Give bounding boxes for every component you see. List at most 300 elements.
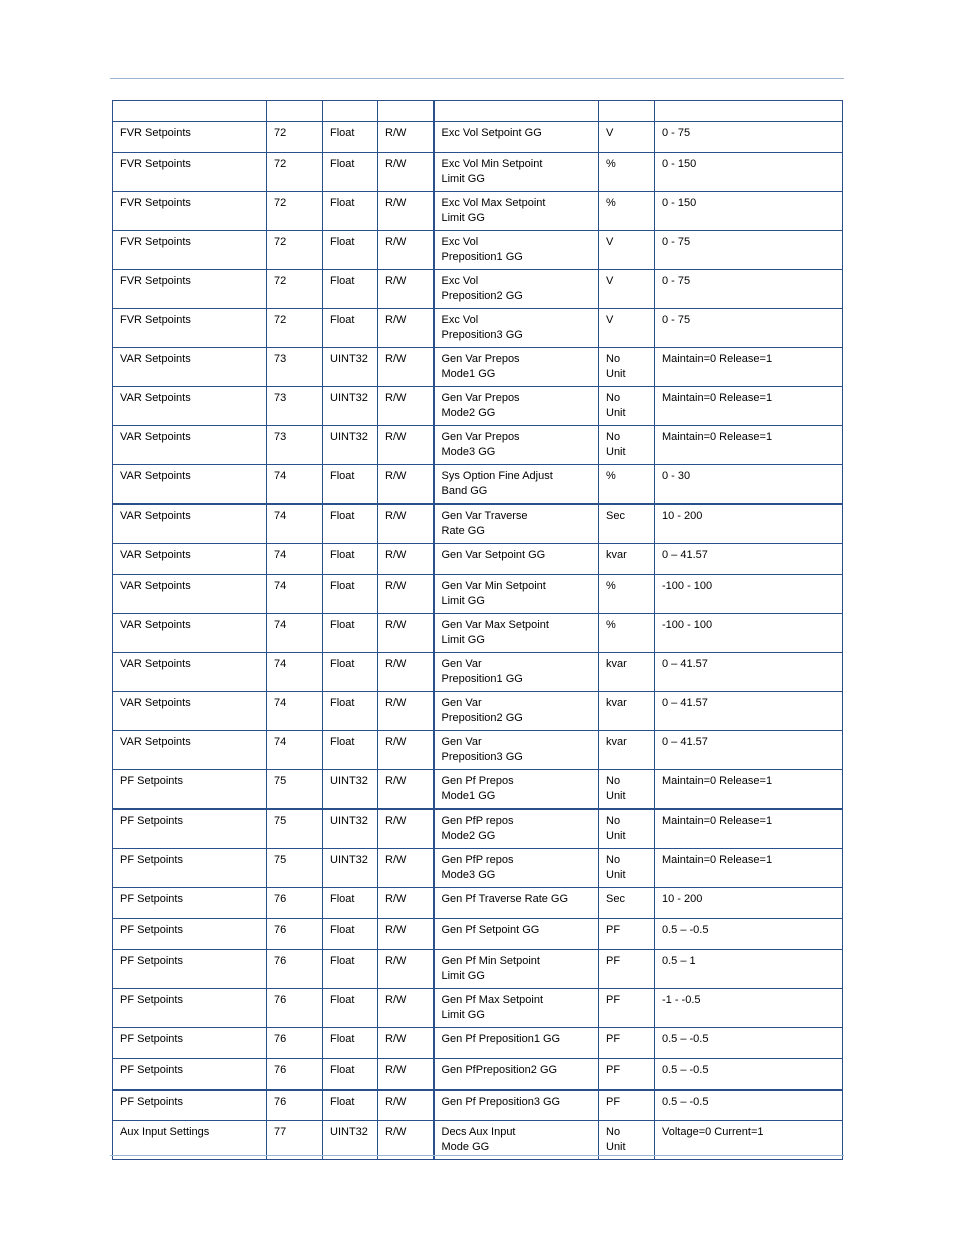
register-text: 76 bbox=[274, 1095, 287, 1108]
table-row bbox=[113, 231, 843, 270]
group-text: PF Setpoints bbox=[120, 775, 183, 787]
header-cell bbox=[267, 101, 323, 122]
group-cell bbox=[113, 888, 267, 919]
register-text: 73 bbox=[274, 392, 287, 404]
parameter-name-text: Gen Var Preposition3 GG bbox=[441, 736, 523, 763]
parameter-name-text: Gen Var Max Setpoint Limit GG bbox=[441, 619, 549, 646]
group-text: VAR Setpoints bbox=[120, 353, 191, 365]
group-cell bbox=[113, 504, 267, 544]
type-text: Float bbox=[330, 580, 355, 592]
parameter-name-cell bbox=[434, 387, 599, 426]
type-text: UINT32 bbox=[330, 854, 368, 866]
register-text: 74 bbox=[274, 658, 287, 670]
unit-cell bbox=[599, 270, 655, 309]
parameter-name-text: Gen Var Prepos Mode3 GG bbox=[441, 431, 520, 458]
range-cell bbox=[655, 153, 843, 192]
type-text: Float bbox=[330, 955, 355, 967]
type-text: Float bbox=[330, 197, 355, 209]
access-text: R/W bbox=[385, 1033, 407, 1045]
unit-cell bbox=[599, 1121, 655, 1160]
type-text: Float bbox=[330, 658, 355, 670]
access-cell bbox=[378, 809, 434, 849]
register-cell bbox=[267, 426, 323, 465]
header-cell bbox=[323, 101, 378, 122]
parameter-name-text: Gen PfP repos Mode3 GG bbox=[441, 854, 514, 881]
range-cell bbox=[655, 989, 843, 1028]
register-text: 73 bbox=[274, 431, 287, 443]
table-row bbox=[113, 387, 843, 426]
access-text: R/W bbox=[385, 510, 407, 522]
parameter-name-text: Gen Var Prepos Mode1 GG bbox=[441, 353, 520, 380]
range-text: 0 - 30 bbox=[662, 470, 691, 482]
unit-cell bbox=[599, 122, 655, 153]
unit-text: No Unit bbox=[606, 1126, 626, 1153]
type-text: Float bbox=[330, 510, 355, 522]
range-text: 0 - 150 bbox=[662, 158, 697, 170]
group-text: VAR Setpoints bbox=[120, 549, 191, 561]
range-text: 0 – 41.57 bbox=[662, 658, 708, 670]
range-text: 0.5 – -0.5 bbox=[662, 1064, 709, 1076]
group-cell bbox=[113, 849, 267, 888]
unit-text: kvar bbox=[606, 736, 627, 748]
type-text: Float bbox=[330, 549, 355, 561]
unit-cell bbox=[599, 348, 655, 387]
table-row bbox=[113, 544, 843, 575]
type-text: Float bbox=[330, 893, 355, 905]
access-text: R/W bbox=[385, 815, 407, 827]
type-cell bbox=[323, 348, 378, 387]
type-text: Float bbox=[330, 736, 355, 748]
parameter-name-cell bbox=[434, 426, 599, 465]
register-cell bbox=[267, 1121, 323, 1160]
group-cell bbox=[113, 426, 267, 465]
range-cell bbox=[655, 614, 843, 653]
group-text: VAR Setpoints bbox=[120, 470, 191, 482]
access-cell bbox=[378, 770, 434, 810]
parameter-name-text: Gen Pf Min Setpoint Limit GG bbox=[441, 955, 540, 982]
range-text: Maintain=0 Release=1 bbox=[662, 815, 773, 827]
unit-cell bbox=[599, 231, 655, 270]
group-text: VAR Setpoints bbox=[120, 431, 191, 443]
table-row bbox=[113, 653, 843, 692]
access-text: R/W bbox=[385, 549, 407, 561]
register-cell bbox=[267, 614, 323, 653]
type-text: UINT32 bbox=[330, 775, 368, 787]
register-cell bbox=[267, 504, 323, 544]
group-cell bbox=[113, 1028, 267, 1059]
access-text: R/W bbox=[385, 736, 407, 748]
range-cell bbox=[655, 426, 843, 465]
register-cell bbox=[267, 1028, 323, 1059]
group-text: FVR Setpoints bbox=[120, 314, 191, 326]
header-cell bbox=[434, 101, 599, 122]
access-text: R/W bbox=[385, 955, 407, 967]
table-row bbox=[113, 731, 843, 770]
type-cell bbox=[323, 544, 378, 575]
access-cell bbox=[378, 989, 434, 1028]
access-text: R/W bbox=[385, 197, 407, 209]
parameter-name-text: Decs Aux Input Mode GG bbox=[441, 1126, 516, 1153]
group-text: PF Setpoints bbox=[120, 1033, 183, 1045]
unit-text: PF bbox=[606, 1033, 621, 1045]
unit-text: PF bbox=[606, 924, 621, 936]
unit-cell bbox=[599, 989, 655, 1028]
type-text: UINT32 bbox=[330, 1126, 368, 1138]
range-text: 0.5 – -0.5 bbox=[662, 1095, 709, 1108]
group-cell bbox=[113, 153, 267, 192]
group-cell bbox=[113, 614, 267, 653]
access-cell bbox=[378, 465, 434, 505]
group-cell bbox=[113, 575, 267, 614]
table-row bbox=[113, 1121, 843, 1160]
range-text: 10 - 200 bbox=[662, 510, 703, 522]
type-cell bbox=[323, 614, 378, 653]
parameter-name-cell bbox=[434, 770, 599, 810]
register-text: 75 bbox=[274, 854, 287, 866]
parameter-name-cell bbox=[434, 192, 599, 231]
unit-cell bbox=[599, 950, 655, 989]
group-text: FVR Setpoints bbox=[120, 158, 191, 170]
table-row bbox=[113, 1059, 843, 1090]
unit-cell bbox=[599, 309, 655, 348]
range-cell bbox=[655, 122, 843, 153]
access-cell bbox=[378, 653, 434, 692]
unit-text: PF bbox=[606, 955, 621, 967]
access-text: R/W bbox=[385, 353, 407, 365]
register-text: 74 bbox=[274, 549, 287, 561]
parameter-name-text: Gen Pf Prepos Mode1 GG bbox=[441, 775, 514, 802]
unit-text: % bbox=[606, 619, 616, 631]
range-text: Maintain=0 Release=1 bbox=[662, 854, 773, 866]
group-text: PF Setpoints bbox=[120, 955, 183, 967]
range-cell bbox=[655, 809, 843, 849]
access-cell bbox=[378, 888, 434, 919]
access-cell bbox=[378, 731, 434, 770]
group-text: Aux Input Settings bbox=[120, 1126, 210, 1138]
range-cell bbox=[655, 888, 843, 919]
table-row bbox=[113, 1090, 843, 1121]
access-cell bbox=[378, 1059, 434, 1090]
type-cell bbox=[323, 770, 378, 810]
group-cell bbox=[113, 348, 267, 387]
access-cell bbox=[378, 153, 434, 192]
parameter-name-cell bbox=[434, 465, 599, 505]
unit-text: % bbox=[606, 197, 616, 209]
type-cell bbox=[323, 1059, 378, 1090]
type-text: Float bbox=[330, 236, 355, 248]
register-text: 72 bbox=[274, 158, 287, 170]
parameter-name-text: Exc Vol Preposition2 GG bbox=[441, 275, 523, 302]
register-text: 76 bbox=[274, 1064, 287, 1076]
register-text: 72 bbox=[274, 275, 287, 287]
unit-cell bbox=[599, 770, 655, 810]
access-text: R/W bbox=[385, 470, 407, 482]
register-cell bbox=[267, 653, 323, 692]
register-text: 73 bbox=[274, 353, 287, 365]
group-cell bbox=[113, 692, 267, 731]
access-cell bbox=[378, 309, 434, 348]
type-cell bbox=[323, 465, 378, 505]
group-cell bbox=[113, 387, 267, 426]
register-cell bbox=[267, 153, 323, 192]
group-cell bbox=[113, 192, 267, 231]
group-cell bbox=[113, 653, 267, 692]
group-text: PF Setpoints bbox=[120, 1064, 183, 1076]
range-text: 0.5 – 1 bbox=[662, 955, 696, 967]
header-cell bbox=[378, 101, 434, 122]
parameter-name-cell bbox=[434, 1090, 599, 1121]
register-cell bbox=[267, 809, 323, 849]
parameter-name-cell bbox=[434, 544, 599, 575]
unit-text: No Unit bbox=[606, 353, 626, 380]
group-text: PF Setpoints bbox=[120, 924, 183, 936]
table-row bbox=[113, 153, 843, 192]
register-cell bbox=[267, 989, 323, 1028]
table-row bbox=[113, 192, 843, 231]
table-row bbox=[113, 504, 843, 544]
unit-text: V bbox=[606, 314, 614, 326]
register-text: 72 bbox=[274, 236, 287, 248]
access-text: R/W bbox=[385, 275, 407, 287]
unit-cell bbox=[599, 614, 655, 653]
range-text: 0 - 150 bbox=[662, 197, 697, 209]
parameter-name-text: Exc Vol Max Setpoint Limit GG bbox=[441, 197, 546, 224]
unit-text: No Unit bbox=[606, 392, 626, 419]
register-text: 76 bbox=[274, 924, 287, 936]
access-cell bbox=[378, 575, 434, 614]
table-row bbox=[113, 770, 843, 810]
access-text: R/W bbox=[385, 775, 407, 787]
header-cell bbox=[599, 101, 655, 122]
parameter-name-cell bbox=[434, 122, 599, 153]
register-cell bbox=[267, 544, 323, 575]
group-cell bbox=[113, 1059, 267, 1090]
register-cell bbox=[267, 309, 323, 348]
range-text: Voltage=0 Current=1 bbox=[662, 1126, 764, 1138]
access-cell bbox=[378, 426, 434, 465]
type-cell bbox=[323, 950, 378, 989]
range-cell bbox=[655, 192, 843, 231]
parameter-name-cell bbox=[434, 1059, 599, 1090]
unit-text: PF bbox=[606, 994, 621, 1006]
type-cell bbox=[323, 1121, 378, 1160]
type-text: Float bbox=[330, 697, 355, 709]
register-cell bbox=[267, 465, 323, 505]
unit-text: PF bbox=[606, 1095, 621, 1108]
table-row bbox=[113, 849, 843, 888]
parameter-name-text: Exc Vol Setpoint GG bbox=[441, 127, 542, 139]
group-text: FVR Setpoints bbox=[120, 275, 191, 287]
parameter-name-cell bbox=[434, 575, 599, 614]
access-text: R/W bbox=[385, 314, 407, 326]
access-text: R/W bbox=[385, 236, 407, 248]
access-text: R/W bbox=[385, 893, 407, 905]
type-cell bbox=[323, 309, 378, 348]
group-text: VAR Setpoints bbox=[120, 580, 191, 592]
access-cell bbox=[378, 849, 434, 888]
range-text: Maintain=0 Release=1 bbox=[662, 431, 773, 443]
parameter-name-cell bbox=[434, 309, 599, 348]
access-text: R/W bbox=[385, 619, 407, 631]
unit-cell bbox=[599, 575, 655, 614]
type-cell bbox=[323, 153, 378, 192]
group-text: VAR Setpoints bbox=[120, 510, 191, 522]
group-text: PF Setpoints bbox=[120, 854, 183, 866]
parameter-name-text: Gen Var Prepos Mode2 GG bbox=[441, 392, 520, 419]
type-text: Float bbox=[330, 127, 355, 139]
range-cell bbox=[655, 1121, 843, 1160]
range-cell bbox=[655, 770, 843, 810]
access-text: R/W bbox=[385, 658, 407, 670]
range-cell bbox=[655, 653, 843, 692]
range-cell bbox=[655, 348, 843, 387]
unit-text: V bbox=[606, 236, 614, 248]
access-text: R/W bbox=[385, 127, 407, 139]
parameter-name-text: Gen Pf Setpoint GG bbox=[441, 924, 540, 936]
table-row bbox=[113, 270, 843, 309]
parameter-name-text: Gen Var Min Setpoint Limit GG bbox=[441, 580, 546, 607]
type-cell bbox=[323, 888, 378, 919]
parameter-name-text: Exc Vol Preposition1 GG bbox=[441, 236, 523, 263]
register-text: 76 bbox=[274, 955, 287, 967]
register-cell bbox=[267, 575, 323, 614]
type-cell bbox=[323, 504, 378, 544]
group-cell bbox=[113, 950, 267, 989]
group-text: VAR Setpoints bbox=[120, 392, 191, 404]
parameter-name-cell bbox=[434, 1028, 599, 1059]
register-text: 74 bbox=[274, 619, 287, 631]
type-text: Float bbox=[330, 275, 355, 287]
type-text: Float bbox=[330, 470, 355, 482]
group-text: VAR Setpoints bbox=[120, 697, 191, 709]
range-text: -100 - 100 bbox=[662, 580, 713, 592]
unit-text: PF bbox=[606, 1064, 621, 1076]
access-cell bbox=[378, 122, 434, 153]
table-row bbox=[113, 950, 843, 989]
table-row bbox=[113, 989, 843, 1028]
type-cell bbox=[323, 692, 378, 731]
parameter-name-cell bbox=[434, 1121, 599, 1160]
access-text: R/W bbox=[385, 431, 407, 443]
type-text: UINT32 bbox=[330, 353, 368, 365]
access-cell bbox=[378, 950, 434, 989]
type-text: Float bbox=[330, 1033, 355, 1045]
parameter-name-text: Exc Vol Min Setpoint Limit GG bbox=[441, 158, 543, 185]
range-text: -1 - -0.5 bbox=[662, 994, 701, 1006]
group-cell bbox=[113, 270, 267, 309]
type-text: Float bbox=[330, 314, 355, 326]
table-row bbox=[113, 1028, 843, 1059]
register-cell bbox=[267, 348, 323, 387]
group-cell bbox=[113, 1121, 267, 1160]
register-text: 76 bbox=[274, 1033, 287, 1045]
header-cell bbox=[655, 101, 843, 122]
register-cell bbox=[267, 919, 323, 950]
range-text: Maintain=0 Release=1 bbox=[662, 353, 773, 365]
type-cell bbox=[323, 231, 378, 270]
unit-cell bbox=[599, 1059, 655, 1090]
type-text: UINT32 bbox=[330, 431, 368, 443]
table-row bbox=[113, 348, 843, 387]
access-cell bbox=[378, 504, 434, 544]
type-text: UINT32 bbox=[330, 815, 368, 827]
parameter-name-text: Gen Pf Preposition3 GG bbox=[441, 1095, 561, 1108]
group-text: VAR Setpoints bbox=[120, 736, 191, 748]
unit-text: V bbox=[606, 127, 614, 139]
range-text: 0 - 75 bbox=[662, 314, 691, 326]
access-cell bbox=[378, 348, 434, 387]
parameter-name-text: Gen Var Preposition2 GG bbox=[441, 697, 523, 724]
range-cell bbox=[655, 387, 843, 426]
range-cell bbox=[655, 309, 843, 348]
access-cell bbox=[378, 919, 434, 950]
type-cell bbox=[323, 1090, 378, 1121]
table-row bbox=[113, 309, 843, 348]
unit-cell bbox=[599, 692, 655, 731]
register-cell bbox=[267, 387, 323, 426]
type-cell bbox=[323, 919, 378, 950]
parameter-name-text: Gen Var Setpoint GG bbox=[441, 549, 546, 561]
parameter-name-cell bbox=[434, 231, 599, 270]
parameter-name-cell bbox=[434, 348, 599, 387]
range-text: 10 - 200 bbox=[662, 893, 703, 905]
range-cell bbox=[655, 1090, 843, 1121]
group-text: VAR Setpoints bbox=[120, 619, 191, 631]
table-row bbox=[113, 888, 843, 919]
access-text: R/W bbox=[385, 994, 407, 1006]
register-cell bbox=[267, 122, 323, 153]
register-text: 72 bbox=[274, 314, 287, 326]
unit-cell bbox=[599, 731, 655, 770]
group-cell bbox=[113, 731, 267, 770]
parameter-name-cell bbox=[434, 614, 599, 653]
parameter-name-text: Exc Vol Preposition3 GG bbox=[441, 314, 523, 341]
table-row bbox=[113, 575, 843, 614]
access-cell bbox=[378, 544, 434, 575]
register-cell bbox=[267, 231, 323, 270]
range-cell bbox=[655, 270, 843, 309]
table-row bbox=[113, 692, 843, 731]
register-text: 77 bbox=[274, 1126, 287, 1138]
unit-text: No Unit bbox=[606, 431, 626, 458]
register-table bbox=[112, 100, 843, 1160]
group-cell bbox=[113, 809, 267, 849]
unit-text: No Unit bbox=[606, 775, 626, 802]
parameter-name-text: Gen PfPreposition2 GG bbox=[441, 1064, 558, 1076]
register-cell bbox=[267, 1059, 323, 1090]
range-cell bbox=[655, 465, 843, 505]
type-cell bbox=[323, 575, 378, 614]
range-text: 0 - 75 bbox=[662, 275, 691, 287]
access-text: R/W bbox=[385, 158, 407, 170]
type-cell bbox=[323, 731, 378, 770]
type-text: UINT32 bbox=[330, 392, 368, 404]
parameter-name-cell bbox=[434, 504, 599, 544]
group-text: FVR Setpoints bbox=[120, 236, 191, 248]
unit-text: Sec bbox=[606, 893, 625, 905]
unit-cell bbox=[599, 1090, 655, 1121]
group-text: PF Setpoints bbox=[120, 815, 183, 827]
access-text: R/W bbox=[385, 924, 407, 936]
parameter-name-cell bbox=[434, 270, 599, 309]
register-cell bbox=[267, 192, 323, 231]
register-text: 74 bbox=[274, 697, 287, 709]
register-text: 72 bbox=[274, 127, 287, 139]
register-table-body bbox=[113, 101, 843, 1160]
register-cell bbox=[267, 731, 323, 770]
access-cell bbox=[378, 1028, 434, 1059]
parameter-name-cell bbox=[434, 888, 599, 919]
